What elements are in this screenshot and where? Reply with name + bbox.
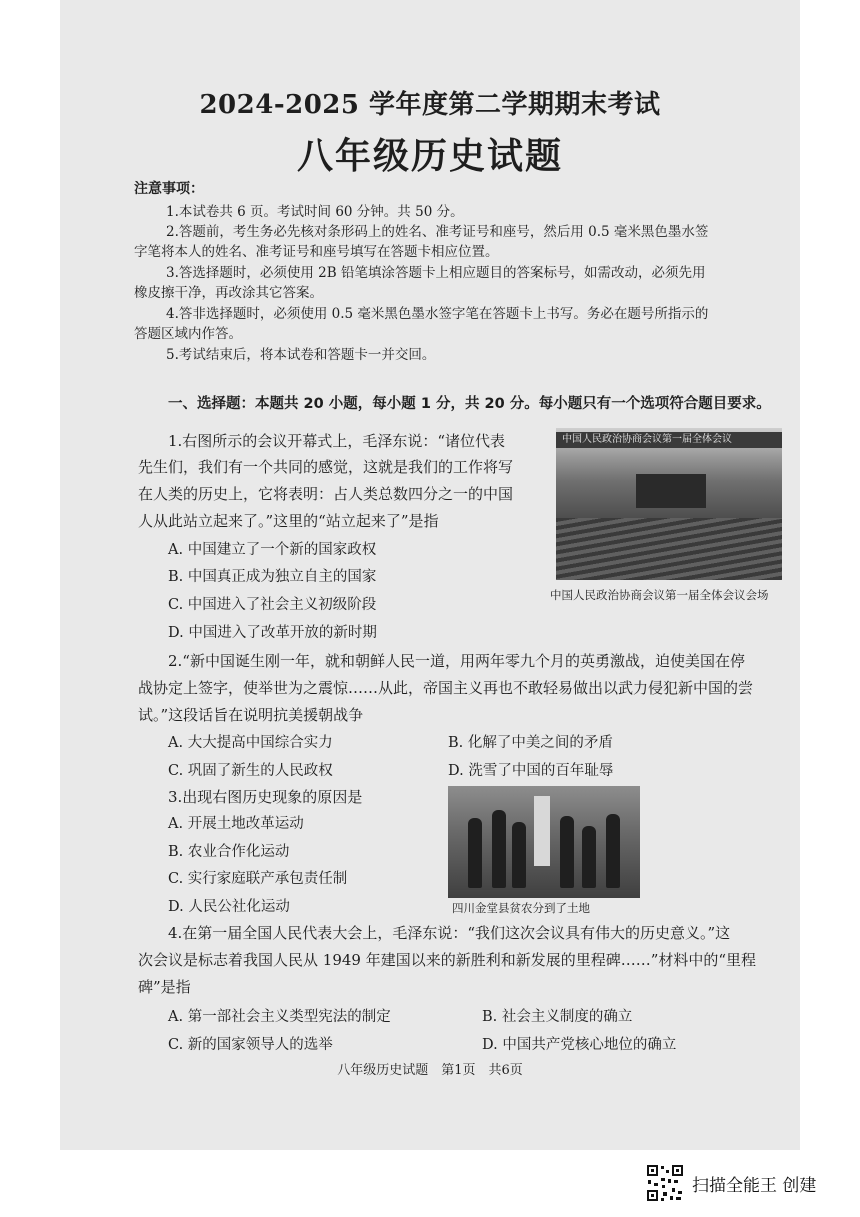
q1-stem-line: 1.右图所示的会议开幕式上，毛泽东说：“诸位代表 [168, 432, 505, 450]
seat-rows-shape [556, 518, 782, 580]
q4-stem-line: 碑”是指 [138, 978, 191, 996]
figure-shape [512, 822, 526, 888]
q2-stem-line: 试。”这段话旨在说明抗美援朝战争 [138, 706, 364, 724]
q2-option-c: C. 巩固了新生的人民政权 [168, 763, 333, 779]
q1-option-b: B. 中国真正成为独立自主的国家 [168, 569, 377, 585]
notice-line: 橡皮擦干净，再改涂其它答案。 [134, 285, 323, 301]
q1-stem-line: 人从此站立起来了。”这里的“站立起来了”是指 [138, 512, 439, 530]
cppcc-meeting-photo [556, 428, 782, 580]
q4-option-a: A. 第一部社会主义类型宪法的制定 [168, 1009, 391, 1025]
q4-stem-line: 4.在第一届全国人民代表大会上，毛泽东说：“我们这次会议具有伟大的历史意义。”这 [168, 924, 731, 942]
page-footer: 八年级历史试题 第1页 共6页 [337, 1063, 523, 1078]
q4-option-d: D. 中国共产党核心地位的确立 [482, 1037, 677, 1053]
sign-board-shape [534, 796, 550, 866]
figure-shape [606, 814, 620, 888]
q1-option-d: D. 中国进入了改革开放的新时期 [168, 625, 377, 641]
q2-option-a: A. 大大提高中国综合实力 [168, 735, 333, 751]
qr-code-icon [646, 1164, 684, 1202]
land-reform-photo [448, 786, 640, 898]
notice-line: 答题区域内作答。 [134, 326, 242, 342]
q2-option-b: B. 化解了中美之间的矛盾 [448, 735, 613, 751]
q2-option-d: D. 洗雪了中国的百年耻辱 [448, 763, 614, 779]
q3-option-b: B. 农业合作化运动 [168, 844, 290, 860]
section-heading: 一、选择题：本题共 20 小题，每小题 1 分，共 20 分。每小题只有一个选项符合题目要求。 [168, 396, 771, 412]
q1-option-a: A. 中国建立了一个新的国家政权 [168, 542, 377, 558]
figure-shape [582, 826, 596, 888]
figure-shape [468, 818, 482, 888]
figure-shape [560, 816, 574, 888]
q3-option-c: C. 实行家庭联产承包责任制 [168, 871, 348, 887]
q4-option-c: C. 新的国家领导人的选举 [168, 1037, 333, 1053]
q1-photo-caption: 中国人民政治协商会议第一届全体会议会场 [550, 588, 769, 602]
notice-heading: 注意事项： [134, 181, 204, 197]
notice-line: 字笔将本人的姓名、准考证号和座号填写在答题卡相应位置。 [134, 244, 499, 260]
q3-photo-caption: 四川金堂县贫农分到了土地 [452, 901, 590, 915]
q1-stem-line: 先生们，我们有一个共同的感觉，这就是我们的工作将写 [138, 458, 514, 476]
scanner-brand-label: 扫描全能王 创建 [692, 1176, 817, 1196]
q4-stem-line: 次会议是标志着我国人民从 1949 年建国以来的新胜利和新发展的里程碑……”材料中的“里程 [138, 951, 757, 969]
stage-shape [636, 474, 706, 508]
q1-option-c: C. 中国进入了社会主义初级阶段 [168, 597, 377, 613]
notice-line: 2.答题前，考生务必先核对条形码上的姓名、准考证号和座号，然后用 0.5 毫米黑色墨水签 [166, 224, 709, 240]
q2-stem-line: 战协定上签字，使举世为之震惊……从此，帝国主义再也不敢轻易做出以武力侵犯新中国的尝 [138, 679, 754, 697]
notice-line: 5.考试结束后，将本试卷和答题卡一并交回。 [166, 347, 436, 363]
exam-title: 2024-2025 学年度第二学期期末考试 [199, 90, 661, 120]
notice-line: 3.答选择题时，必须使用 2B 铅笔填涂答题卡上相应题目的答案标号，如需改动，必须先用 [166, 265, 706, 281]
q1-stem-line: 在人类的历史上，它将表明：占人类总数四分之一的中国 [138, 485, 514, 503]
q2-stem-line: 2.“新中国诞生刚一年，就和朝鲜人民一道，用两年零九个月的英勇激战，迫使美国在停 [168, 652, 745, 670]
exam-subtitle: 八年级历史试题 [296, 135, 563, 177]
notice-line: 4.答非选择题时，必须使用 0.5 毫米黑色墨水签字笔在答题卡上书写。务必在题号所指示的 [166, 306, 709, 322]
notice-line: 1.本试卷共 6 页。考试时间 60 分钟。共 50 分。 [166, 204, 464, 220]
q4-option-b: B. 社会主义制度的确立 [482, 1009, 633, 1025]
photo-banner: 中国人民政治协商会议第一届全体会议 [556, 432, 782, 448]
q3-option-d: D. 人民公社化运动 [168, 899, 290, 915]
q3-stem: 3.出现右图历史现象的原因是 [168, 788, 363, 806]
figure-shape [492, 810, 506, 888]
q3-option-a: A. 开展土地改革运动 [168, 816, 304, 832]
